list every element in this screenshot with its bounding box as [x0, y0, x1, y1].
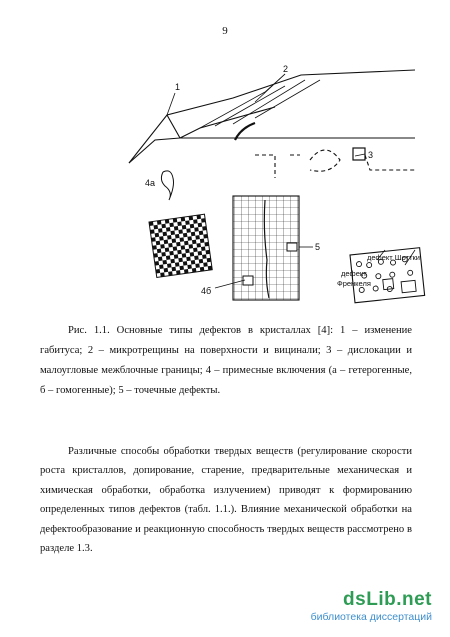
crystal-defects-figure — [115, 60, 445, 308]
label-frenkel-1: дефект — [341, 269, 367, 278]
label-schottky: дефект Шоттки — [367, 253, 420, 262]
label-4a: 4а — [145, 178, 156, 188]
watermark-logo: dsLib.net — [343, 589, 432, 610]
inclusion-4a-blob — [161, 171, 173, 200]
figure-caption: Рис. 1.1. Основные типы дефектов в кристаллах [4]: 1 – изменение габитуса; 2 – микротрещины на поверхности и вицинали; 3 – дислокации и малоугловые межблочные границы; 4 – примесные включения (а – гетерогенные, б – гомогенные); 5 – точечные дефекты. — [40, 325, 412, 396]
label-frenkel-2: Френкеля — [337, 279, 371, 288]
checkerboard-lattice — [149, 214, 212, 277]
label-2: 2 — [283, 64, 289, 74]
label-5: 5 — [315, 242, 321, 252]
dslib-watermark[interactable] — [310, 589, 436, 627]
label-4b: 4б — [201, 286, 212, 296]
body-paragraph: Различные способы обработки твердых веществ (регулирование скорости роста кристаллов, допирование, старение, предварительные механическая и химическая обработки, обработка излучением) приводят к формированию определенных типов дефектов (табл. 1.1.). Влияние механической обработки на дефектообразование и реакционную способность твердых веществ рассмотрено в разделе 1.3. — [40, 446, 412, 555]
label-1: 1 — [175, 82, 181, 92]
label-3: 3 — [368, 150, 374, 160]
main-lattice-grid — [233, 196, 299, 300]
watermark-tagline: библиотека диссертаций — [310, 611, 432, 623]
page-number: 9 — [222, 25, 228, 37]
